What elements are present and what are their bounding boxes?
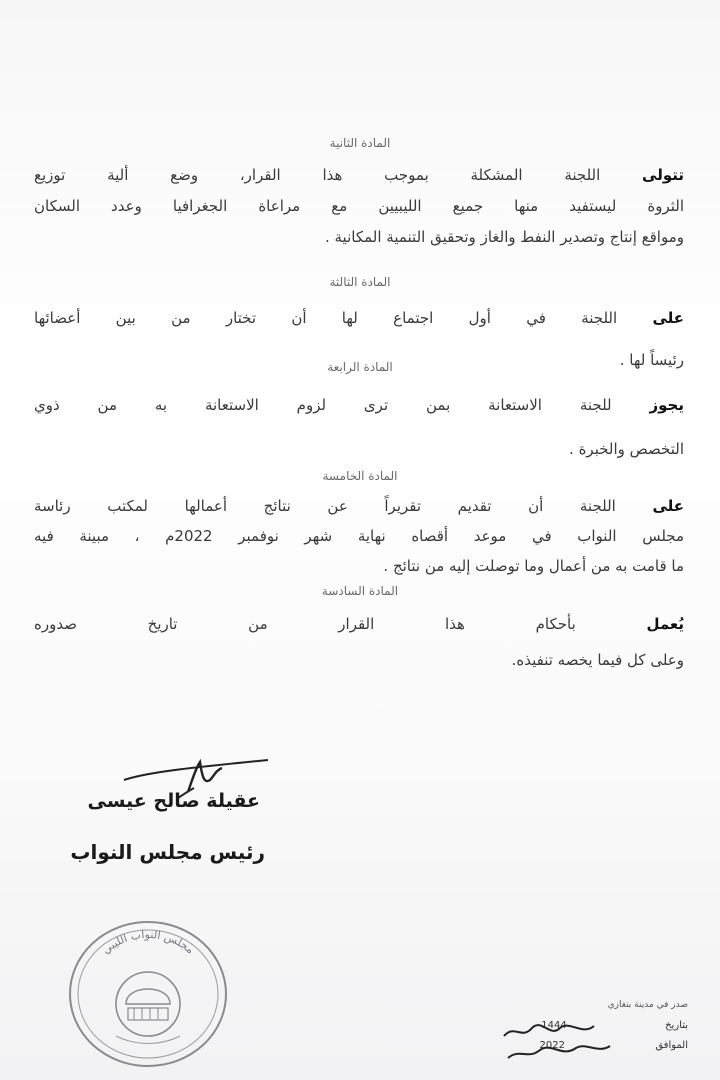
article-3-line-1: [34, 297, 684, 339]
hijri-year: 1444: [541, 1020, 567, 1031]
official-seal-icon: [66, 918, 230, 1070]
article-3-lead-word: على: [652, 309, 684, 327]
article-5-body: [34, 491, 684, 581]
article-4-line-2: [34, 427, 684, 471]
article-2-line-3: [34, 222, 684, 253]
svg-text:مجلس النواب الليبي: [99, 928, 196, 957]
article-2-title: المادة الثانية: [329, 136, 391, 150]
signatory-name: عقيلة صالح عيسى: [87, 790, 260, 812]
article-6-title: المادة السادسة: [321, 584, 399, 598]
article-5-line-3: [34, 551, 684, 581]
article-6-body: [34, 606, 684, 678]
article-2-line-1-text: اللجنة المشكلة بموجب هذا القرار، وضع ألية توزيع: [34, 166, 643, 184]
article-4-line-1: [34, 383, 684, 427]
article-6-line-2-text: وعلى كل فيما يخصه تنفيذه.: [511, 651, 684, 669]
article-5-title: المادة الخامسة: [322, 469, 398, 483]
article-2-lead-word: تتولى: [642, 166, 684, 184]
article-2-line-1: [34, 160, 684, 191]
article-6-line-1: [34, 606, 684, 642]
signatory-title: رئيس مجلس النواب: [70, 840, 265, 864]
handwritten-date-marks: [498, 1014, 628, 1064]
issue-details: [458, 1000, 688, 1070]
article-6-line-2: [34, 642, 684, 678]
article-4-body: [34, 383, 684, 471]
hijri-label: بتاريخ: [665, 1020, 688, 1031]
article-4-line-1-text: للجنة الاستعانة بمن ترى لزوم الاستعانة به من ذوي: [34, 396, 650, 414]
article-2-line-2-text: الثروة ليستفيد منها جميع الليبيين مع مراعاة الجغرافيا وعدد السكان: [34, 197, 684, 215]
article-6-line-1-text: بأحكام هذا القرار من تاريخ صدوره: [34, 615, 647, 633]
article-2-line-3-text: ومواقع إنتاج وتصدير النفط والغاز وتحقيق التنمية المكانية .: [324, 228, 684, 246]
gregorian-year: 2022: [539, 1040, 565, 1051]
article-3-title: المادة الثالثة: [329, 275, 391, 289]
article-5-line-3-text: ما قامت به من أعمال وما توصلت إليه من نتائج .: [383, 557, 684, 575]
article-5-line-1: [34, 491, 684, 521]
article-5-line-1-text: اللجنة أن تقديم تقريراً عن نتائج أعمالها لمكتب رئاسة: [34, 497, 653, 515]
article-2-body: [34, 160, 684, 253]
article-5-line-2: [34, 521, 684, 551]
article-2-line-2: [34, 191, 684, 222]
article-6-lead-word: يُعمل: [646, 615, 684, 633]
gregorian-label: الموافق: [655, 1040, 688, 1051]
article-4-line-2-text: التخصص والخبرة .: [569, 440, 684, 458]
article-3-line-2-text: رئيساً لها .: [619, 351, 684, 369]
article-4-title: المادة الرابعة: [327, 360, 393, 374]
article-3-line-1-text: اللجنة في أول اجتماع لها أن تختار من بين أعضائها: [34, 309, 653, 327]
issue-place: صدر في مدينة بنغازي: [607, 1000, 688, 1010]
article-4-lead-word: يجوز: [649, 396, 684, 414]
article-5-lead-word: على: [652, 497, 684, 515]
article-5-line-2-text: مجلس النواب في موعد أقصاه نهاية شهر نوفمبر 2022م ، مبينة فيه: [34, 527, 684, 545]
seal-text: مجلس النواب الليبي: [99, 927, 197, 957]
